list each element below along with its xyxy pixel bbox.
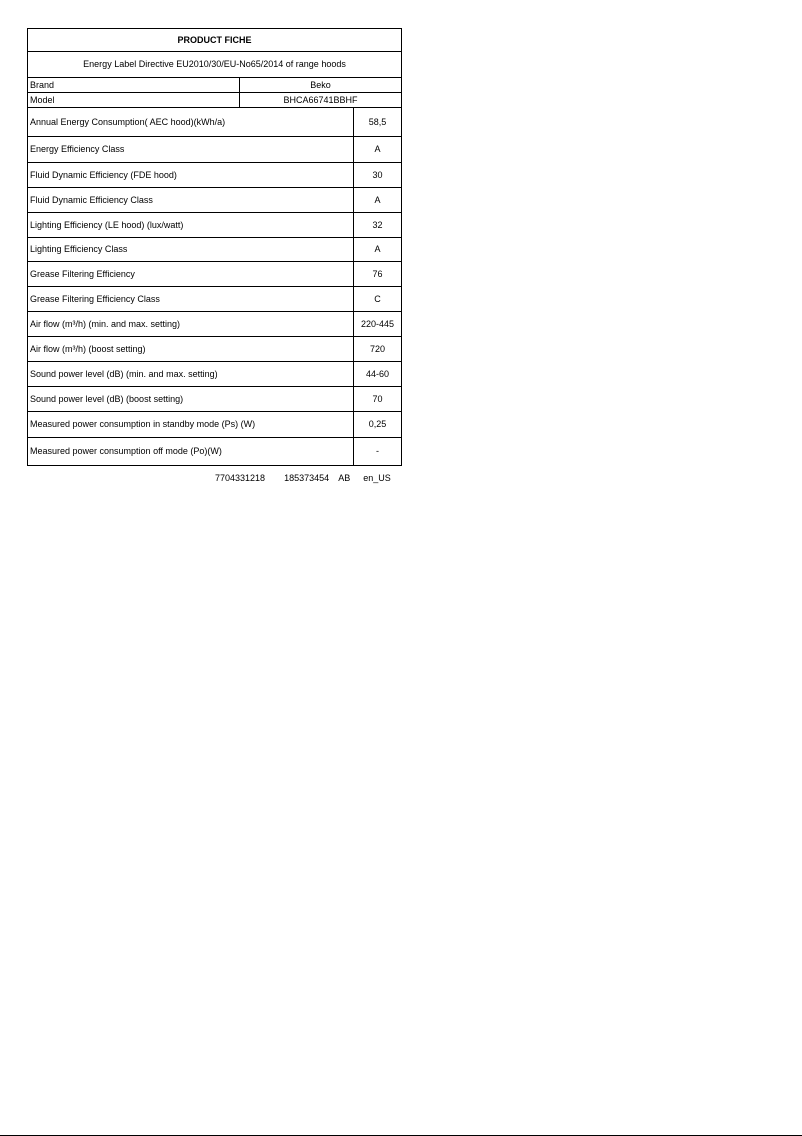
spec-row bbox=[28, 213, 402, 238]
spec-label: Lighting Efficiency (LE hood) (lux/watt) bbox=[28, 213, 354, 238]
spec-row bbox=[28, 362, 402, 387]
footer-code-3: AB bbox=[338, 473, 351, 483]
spec-label: Lighting Efficiency Class bbox=[28, 238, 354, 262]
brand-value: Beko bbox=[240, 78, 402, 93]
spec-row bbox=[28, 238, 402, 262]
spec-row bbox=[28, 337, 402, 362]
spec-row bbox=[28, 137, 402, 163]
footer-locale: en_US bbox=[363, 473, 391, 483]
spec-value: 58,5 bbox=[354, 108, 402, 137]
spec-row bbox=[28, 387, 402, 412]
spec-value: A bbox=[354, 238, 402, 262]
spec-label: Grease Filtering Efficiency bbox=[28, 262, 354, 287]
product-fiche-table bbox=[27, 28, 402, 466]
spec-value: 30 bbox=[354, 163, 402, 188]
document-footer bbox=[215, 473, 391, 483]
fiche-title: PRODUCT FICHE bbox=[28, 29, 402, 52]
spec-row bbox=[28, 412, 402, 438]
spec-row bbox=[28, 188, 402, 213]
spec-value: 220-445 bbox=[354, 312, 402, 337]
spec-value: A bbox=[354, 137, 402, 163]
spec-label: Air flow (m³/h) (boost setting) bbox=[28, 337, 354, 362]
spec-label: Sound power level (dB) (min. and max. setting) bbox=[28, 362, 354, 387]
spec-value: 70 bbox=[354, 387, 402, 412]
spec-value: 76 bbox=[354, 262, 402, 287]
spec-row bbox=[28, 312, 402, 337]
brand-row bbox=[28, 78, 402, 93]
footer-code-2: 185373454 bbox=[284, 473, 330, 483]
spec-row bbox=[28, 438, 402, 466]
spec-value: 0,25 bbox=[354, 412, 402, 438]
spec-label: Fluid Dynamic Efficiency Class bbox=[28, 188, 354, 213]
brand-label: Brand bbox=[28, 78, 240, 93]
spec-row bbox=[28, 163, 402, 188]
directive-row bbox=[28, 52, 402, 78]
model-row bbox=[28, 93, 402, 108]
spec-label: Energy Efficiency Class bbox=[28, 137, 354, 163]
spec-label: Grease Filtering Efficiency Class bbox=[28, 287, 354, 312]
directive-text: Energy Label Directive EU2010/30/EU-No65/2014 of range hoods bbox=[28, 52, 402, 78]
spec-label: Sound power level (dB) (boost setting) bbox=[28, 387, 354, 412]
spec-value: C bbox=[354, 287, 402, 312]
spec-value: 44-60 bbox=[354, 362, 402, 387]
model-value: BHCA66741BBHF bbox=[240, 93, 402, 108]
spec-value: 32 bbox=[354, 213, 402, 238]
spec-value: - bbox=[354, 438, 402, 466]
spec-label: Air flow (m³/h) (min. and max. setting) bbox=[28, 312, 354, 337]
spec-label: Measured power consumption in standby mode (Ps) (W) bbox=[28, 412, 354, 438]
spec-value: A bbox=[354, 188, 402, 213]
spec-label: Measured power consumption off mode (Po)(W) bbox=[28, 438, 354, 466]
footer-code-1: 7704331218 bbox=[215, 473, 266, 483]
fiche-title-row bbox=[28, 29, 402, 52]
model-label: Model bbox=[28, 93, 240, 108]
spec-row bbox=[28, 262, 402, 287]
spec-label: Fluid Dynamic Efficiency (FDE hood) bbox=[28, 163, 354, 188]
spec-row bbox=[28, 287, 402, 312]
spec-label: Annual Energy Consumption( AEC hood)(kWh/a) bbox=[28, 108, 354, 137]
spec-row bbox=[28, 108, 402, 137]
spec-value: 720 bbox=[354, 337, 402, 362]
